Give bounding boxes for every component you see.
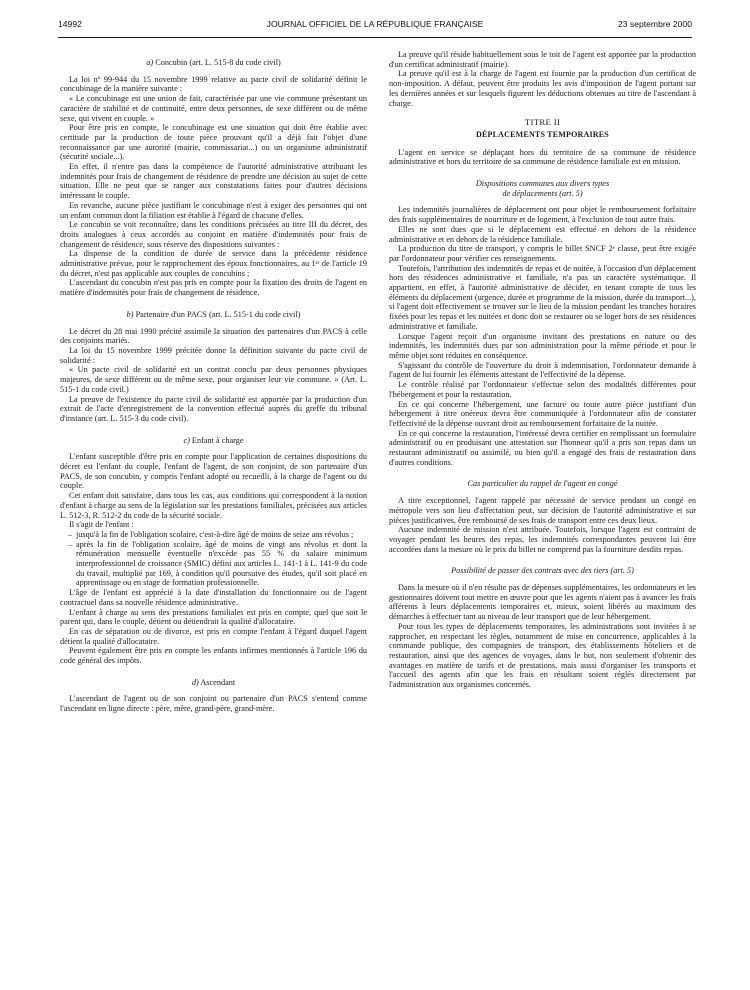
paragraph: En effet, il n'entre pas dans la compétence de l'autorité administrative attribuant les indemnités pour frais de changement de résidence de prendre une décision au sujet de cette situation. Elle ne peut que se ranger aux constatations faites pour d'autres décisions intéressant le couple. xyxy=(60,162,367,201)
paragraph: En ce qui concerne la restauration, l'intéressé devra certifier en remplissant un formulaire administratif ou en produisant une attestation sur l'honneur qu'il a pris son repas dans un restaurant administratif ou assimilé, ou bien qu'il a engagé des frais de restauration dans d'autres conditions. xyxy=(389,428,696,467)
paragraph: « Le concubinage est une union de fait, caractérisée par une vie commune présentant un caractère de stabilité et de continuité, entre deux personnes, de sexe différent ou de même sexe, qui vivent en couple. » xyxy=(60,94,367,123)
paragraph: La loi du 15 novembre 1999 précitée donne la définition suivante du pacte civil de solidarité : xyxy=(60,345,367,365)
publication-date: 23 septembre 2000 xyxy=(617,19,692,29)
paragraph: Elles ne sont dues que si le déplacement est effectué en dehors de la résidence administrative et en dehors de la résidence familiale. xyxy=(389,224,696,244)
section-title: Ascendant xyxy=(198,677,236,687)
page-number: 14992 xyxy=(58,19,82,29)
paragraph: Le contrôle réalisé par l'ordonnateur s'effectue selon des modalités différentes pour l'hébergement et pour la restauration. xyxy=(389,380,696,399)
paragraph: L'âge de l'enfant est apprécié à la date d'installation du fonctionnaire ou de l'agent contractuel dans sa nouvelle résidence administrative. xyxy=(60,588,367,607)
section-marker: b) xyxy=(126,309,134,319)
bullet-list xyxy=(60,530,367,588)
paragraph: Cet enfant doit satisfaire, dans tous les cas, aux conditions qui correspondent à la notion d'enfant à charge au sens de la législation sur les prestations familiales, précisées aux articles L. 512-3, R. 512-2 du code de la sécurité sociale. xyxy=(60,491,367,520)
paragraph: Pour tous les types de déplacements temporaires, les administrations sont invitées à se rapprocher, en respectant les règles, notamment de mise en concurrence, applicables à la commande publique, des compagnies de transport, des établissements hôteliers et de restauration, ainsi que des agences de voyages, dans le but, non seulement d'obtenir des avantages en matière de tarifs et de prestations, mais aussi d'organiser les transports et l'accueil des agents afin que les frais en résultant soient réglés directement par l'administration aux organismes concernés. xyxy=(389,621,696,690)
paragraph: Dans la mesure où il n'en résulte pas de dépenses supplémentaires, les ordonnateurs et les gestionnaires doivent tout mettre en œuvre pour que les agents n'aient pas à avancer les frais afférents à leurs déplacements temporaires et, mieux, soient libérés au maximum des démarches à effectuer tant au niveau de leur transport que de leur hébergement. xyxy=(389,583,696,622)
section-title-line: de déplacements (art. 5) xyxy=(502,188,583,198)
section-marker: d) xyxy=(191,677,199,687)
paragraph: « Un pacte civil de solidarité est un contrat conclu par deux personnes physiques majeures, de sexe différent ou de même sexe, pour organiser leur vie commune. » (Art. L. 515-1 du code civil.) xyxy=(60,365,367,394)
list-item: – jusqu'à la fin de l'obligation scolaire, c'est-à-dire âgé de moins de seize ans révolus ; xyxy=(68,530,367,540)
section-heading-dispositions xyxy=(389,179,696,198)
section-heading-concubin xyxy=(60,58,367,68)
paragraph: A titre exceptionnel, l'agent rappelé par nécessité de service pendant un congé en métropole vers son lieu d'affectation peut, sur décision de l'autorité administrative et sur pièces justificatives, être remboursé de ses frais de transport entre ces deux lieux. xyxy=(389,496,696,525)
paragraph: La preuve qu'il est à la charge de l'agent est fournie par la production d'un certificat de non-imposition. A défaut, peuvent être produits les avis d'imposition de l'agent portant sur les dernières années et sur lesquels figurent les déductions obtenues au titre de l'ascendant à charge. xyxy=(389,69,696,108)
paragraph: Aucune indemnité de mission n'est attribuée. Toutefois, lorsque l'agent est contraint de voyager pendant les heures des repas, les indemnités correspondantes peuvent lui être accordées dans la mesure où le prix du billet ne comprend pas la fourniture desdits repas. xyxy=(389,525,696,554)
paragraph: La loi nº 99-944 du 15 novembre 1999 relative au pacte civil de solidarité définit le concubinage de la manière suivante : xyxy=(60,74,367,94)
paragraph: En ce qui concerne l'hébergement, une facture ou toute autre pièce justifiant d'un hébergement à titre onéreux devra être communiquée à l'ordonnateur afin de constater l'effectivité de la dépense ouvrant droit au remboursement forfaitaire de la nuitée. xyxy=(389,399,696,428)
section-title: Concubin (art. L. 515-8 du code civil) xyxy=(153,58,281,67)
paragraph: La preuve qu'il réside habituellement sous le toit de l'agent est apportée par la production d'un certificat administratif (mairie). xyxy=(389,50,696,69)
paragraph: L'ascendant de l'agent ou de son conjoint ou partenaire d'un PACS s'entend comme l'ascendant en ligne directe : père, mère, grand-père, grand-mère. xyxy=(60,694,367,714)
section-title: Partenaire d'un PACS (art. L. 515-1 du code civil) xyxy=(133,309,301,319)
section-marker: c) xyxy=(183,435,190,445)
paragraph: Les indemnités journalières de déplacement ont pour objet le remboursement forfaitaire des frais supplémentaires de nourriture et de logement, à l'exclusion de tout autre frais. xyxy=(389,205,696,225)
paragraph: La production du titre de transport, y compris le billet SNCF 2ᵉ classe, peut être exigée par l'ordonnateur pour vérifier ces renseignements. xyxy=(389,244,696,263)
title-heading: TITRE II xyxy=(524,117,561,128)
section-heading-pacs xyxy=(60,310,367,320)
paragraph: Lorsque l'agent reçoit d'un organisme invitant des prestations en nature ou des indemnités, les indemnités dues par son administration pour la même période et pour le même objet sont réduites en conséquence. xyxy=(389,331,696,360)
paragraph: Peuvent également être pris en compte les enfants infirmes mentionnés à l'article 196 du code général des impôts. xyxy=(60,646,367,666)
section-marker: a) xyxy=(146,58,154,67)
paragraph: Pour être pris en compte, le concubinage est une situation qui doit être établie avec certitude par la production de toute pièce prouvant qu'il a déjà fait l'objet d'une reconnaissance par une autorité (mairie, commissariat...) ou un organisme administratif (sécurité sociale...). xyxy=(60,123,367,162)
paragraph: La preuve de l'existence du pacte civil de solidarité est apportée par la production d'un extrait de l'acte d'enregistrement de la convention effectué auprès du greffe du tribunal d'instance (art. L. 515-3 du code civil). xyxy=(60,394,367,423)
section-heading-rappel: Cas particulier du rappel de l'agent en congé xyxy=(467,479,618,489)
paragraph: La dispense de la condition de durée de service dans la précédente résidence administrative prévue, pour le rapprochement des époux fonctionnaires, au 1ᵉʳ de l'article 19 du décret, n'est pas applicable aux couples de concubins ; xyxy=(60,249,367,278)
journal-title: JOURNAL OFFICIEL DE LA RÉPUBLIQUE FRANÇAISE xyxy=(266,19,484,29)
paragraph: Le décret du 28 mai 1990 précité assimile la situation des partenaires d'un PACS à celle des conjoints mariés. xyxy=(60,326,367,346)
section-heading-enfant xyxy=(60,436,367,446)
paragraph: S'agissant du contrôle de l'ouverture du droit à indemnisation, l'ordonnateur demande à l'agent de lui fournir les éléments attestant de l'effectivité de la dépense. xyxy=(389,360,696,380)
page-header xyxy=(58,16,692,38)
section-title: Enfant à charge xyxy=(189,435,244,445)
section-heading-ascendant xyxy=(60,678,367,688)
paragraph: L'enfant à charge au sens des prestations familiales est pris en compte, quel que soit le parent qui, dans le couple, détient ou détiendrait la qualité d'allocataire. xyxy=(60,607,367,627)
section-heading-contrats: Possibilité de passer des contrats avec des tiers (art. 5) xyxy=(451,566,634,576)
title-subheading: DÉPLACEMENTS TEMPORAIRES xyxy=(476,129,609,139)
paragraph: L'agent en service se déplaçant hors du territoire de sa commune de résidence administrative et hors du territoire de sa commune de résidence familiale est en mission. xyxy=(389,147,696,167)
left-column xyxy=(60,50,367,982)
paragraph: En cas de séparation ou de divorce, est pris en compte l'enfant à l'égard duquel l'agent détient la qualité d'allocataire. xyxy=(60,626,367,646)
paragraph: En revanche, aucune pièce justifiant le concubinage n'est à exiger des personnes qui ont un enfant commun dont la filiation est établie à l'égard de chacune d'elles. xyxy=(60,200,367,220)
list-item: – après la fin de l'obligation scolaire, âgé de moins de vingt ans révolus et dont la rémunération mensuelle éventuelle n'excède pas 55 % du salaire minimum interprofessionnel de croissance (SMIC) défini aux articles L. 141-1 à L. 141-9 du code du travail, multiplié par 169, à condition qu'il poursuive des études, qu'il soit placé en apprentissage ou en stage de formation professionnelle. xyxy=(68,540,367,589)
section-title-line: Dispositions communes aux divers types xyxy=(475,179,610,189)
paragraph: Toutefois, l'attribution des indemnités de repas et de nuitée, à l'occasion d'un déplacement hors des résidences administrative et familiale, n'a pas un caractère systématique. Il appartient, en effet, à l'autorité administrative de décider, en tenant compte de tous les éléments du déplacement (urgence, durée et programme de la mission, durée du transport...), si l'agent doit effectivement se trouver sur le lieu de la mission pendant les tranches horaires fixées pour les repas et les nuitées et donc doit se restaurer ou se loger hors de ses résidences administrative et familiale. xyxy=(389,263,696,331)
paragraph: Il s'agit de l'enfant : xyxy=(69,520,134,530)
right-column xyxy=(389,50,696,982)
paragraph: Le concubin se voit reconnaître, dans les conditions précisées au titre III du décret, des droits analogues à ceux accordés au conjoint en matière d'indemnités pour frais de changement de résidence, sous réserve des dispositions suivantes : xyxy=(60,220,367,249)
paragraph: L'ascendant du concubin n'est pas pris en compte pour la fixation des droits de l'agent en matière d'indemnités pour frais de changement de résidence. xyxy=(60,278,367,298)
paragraph: L'enfant susceptible d'être pris en compte pour l'application de certaines dispositions du décret est l'enfant du couple, l'enfant de l'agent, de son conjoint, de son partenaire d'un PACS, de son concubin, y compris l'enfant adopté ou recueilli, à la charge de l'agent ou du couple. xyxy=(60,452,367,491)
